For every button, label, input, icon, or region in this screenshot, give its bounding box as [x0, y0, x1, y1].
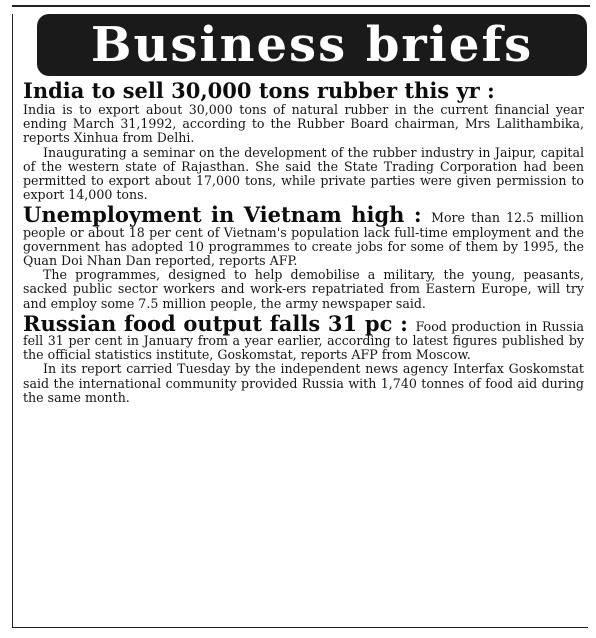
story-lead-paragraph	[23, 202, 584, 269]
story-headline: Unemployment in Vietnam high :	[23, 202, 432, 228]
story-body-paragraph: The programmes, designed to help demobilise a military, the young, peasants, sacked public sector workers and work-ers repatriated from Eastern Europe, will try and employ some 7.5 million people, the army newspaper said.	[23, 267, 584, 311]
story-lead-text: Food production in Russia fell 31 per cent in January from a year earlier, according to latest figures published by the official statistics institute, Goskomstat, reports AFP from Moscow.	[23, 318, 584, 363]
story-vietnam-unemployment	[23, 202, 584, 311]
section-title: Business briefs	[90, 17, 534, 73]
top-rule	[12, 5, 590, 7]
story-lead-text: India is to export about 30,000 tons of natural rubber in the current financial year ending March 31,1992, according to the Rubber Board chairman, Mrs Lalithambika, reports Xinhua from Delhi.	[23, 102, 584, 146]
story-india-rubber	[23, 79, 584, 202]
story-lead-paragraph	[23, 310, 584, 363]
business-briefs-column	[12, 14, 588, 628]
story-body-paragraph: Inaugurating a seminar on the development of the rubber industry in Jaipur, capital of the western state of Rajasthan. She said the State Trading Corporation had been permitted to export about 17,000 tons, while private parties were given permission to export 14,000 tons.	[23, 144, 584, 203]
story-lead-paragraph	[23, 79, 584, 146]
story-headline: Russian food output falls 31 pc :	[23, 310, 416, 336]
story-lead-text: More than 12.5 million people or about 18 per cent of Vietnam's population lack full-time employment and the government has adopted 10 programmes to create jobs for some of them by 1995, the Quan Doi Nhan Dan reported, reports AFP.	[23, 210, 584, 269]
story-headline: India to sell 30,000 tons rubber this yr :	[23, 78, 495, 103]
story-russia-food	[23, 310, 584, 405]
section-banner	[37, 14, 587, 76]
story-body-paragraph: In its report carried Tuesday by the independent news agency Interfax Goskomstat said the international community provided Russia with 1,740 tonnes of food aid during the same month.	[23, 361, 584, 405]
